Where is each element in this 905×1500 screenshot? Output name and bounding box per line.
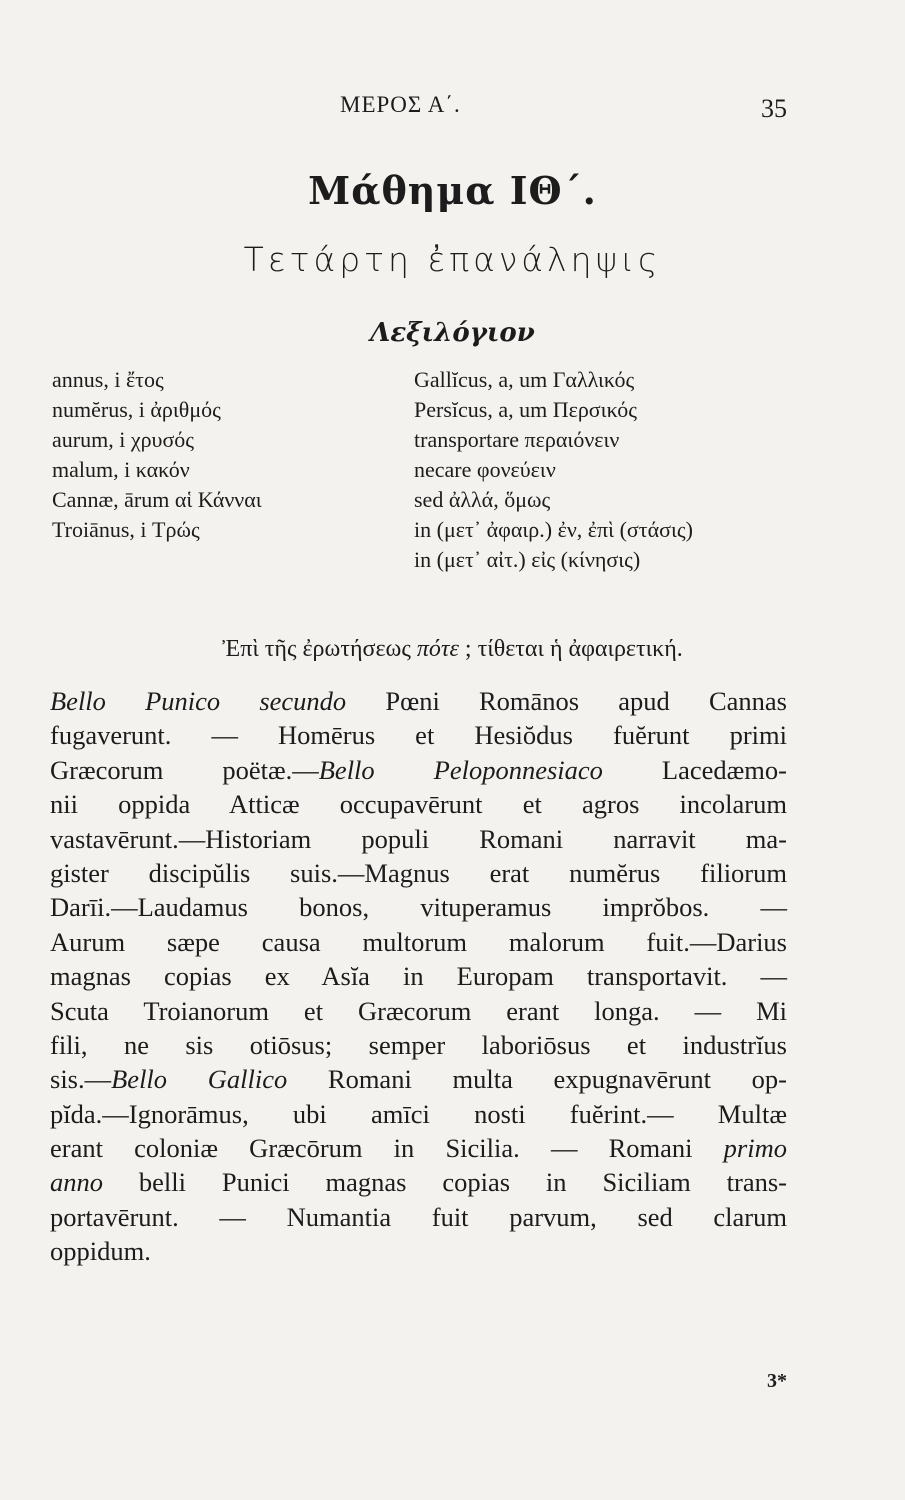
passage-text: Græcorum poëtæ.—	[50, 754, 319, 785]
passage-line	[50, 1131, 787, 1165]
passage-line	[50, 925, 787, 959]
lesson-title: Μάθημα ΙΘ΄.	[308, 168, 597, 213]
grammar-rule	[0, 636, 905, 663]
passage-text: belli Punici magnas copias in Siciliam trans-	[103, 1167, 787, 1198]
grammar-rule-text: ; τίθεται ἡ ἀφαιρετική.	[458, 636, 683, 662]
signature-mark: 3*	[767, 1370, 787, 1392]
vocab-entry: necare φονεύειν	[414, 457, 556, 482]
vocab-entry: numĕrus, i ἀριθμός	[52, 397, 221, 422]
passage-italic-phrase: primo	[723, 1133, 787, 1164]
passage-line	[50, 1097, 787, 1131]
passage-text: sis.—	[50, 1064, 112, 1095]
grammar-rule-keyword: πότε	[416, 636, 459, 662]
passage-text: portavērunt. — Numantia fuit parvum, sed clarum	[50, 1201, 787, 1232]
vocab-entry: in (μετ᾽ ἀφαιρ.) ἐν, ἐπὶ (στάσις)	[414, 517, 693, 542]
passage-text: fili, ne sis otiōsus; semper laboriōsus et industrĭus	[50, 1029, 787, 1060]
passage-line	[50, 1165, 787, 1199]
passage-line	[50, 856, 787, 890]
passage-text: pĭda.—Ignorāmus, ubi amīci nosti fuĕrint.— Multæ	[50, 1098, 787, 1129]
passage-text: magnas copias ex Asĭa in Europam transportavit. —	[50, 961, 787, 992]
passage-text: gister discipŭlis suis.—Magnus erat numĕrus filiorum	[50, 857, 787, 888]
passage-text: Romani multa expugnavērunt op-	[287, 1064, 787, 1095]
passage-line	[50, 994, 787, 1028]
passage-line	[50, 822, 787, 856]
passage-line	[50, 787, 787, 821]
passage-line	[50, 753, 787, 787]
vocab-entry: sed ἀλλά, ὅμως	[414, 487, 551, 512]
passage-line	[50, 959, 787, 993]
running-title: ΜΕΡΟΣ Α΄.	[340, 92, 461, 117]
vocab-entry: Troiānus, i Τρώς	[52, 517, 200, 542]
vocab-entry: Persĭcus, a, um Περσικός	[414, 397, 637, 422]
vocab-entry: malum, i κακόν	[52, 457, 190, 482]
vocab-entry: Gallĭcus, a, um Γαλλικός	[414, 367, 635, 392]
vocabulary-left-column	[52, 365, 382, 545]
running-head	[0, 92, 905, 132]
lexicon-heading: Λεξιλόγιον	[370, 318, 535, 348]
passage-text: Darīi.—Laudamus bonos, vituperamus imprŏbos. —	[50, 892, 787, 923]
lesson-subtitle: Τετάρτη ἐπανάληψις	[243, 240, 662, 279]
vocab-entry: annus, i ἔτος	[52, 367, 164, 392]
vocab-entry: aurum, i χρυσός	[52, 427, 195, 452]
passage-text: fugaverunt. — Homērus et Hesiŏdus fuĕrunt primi	[50, 720, 787, 751]
passage-text: erant coloniæ Græcōrum in Sicilia. — Romani	[50, 1133, 724, 1164]
passage-italic-phrase: anno	[50, 1167, 103, 1198]
passage-line	[50, 718, 787, 752]
passage-text: nii oppida Atticæ occupavērunt et agros incolarum	[50, 789, 787, 820]
passage-line	[50, 1200, 787, 1234]
passage-italic-phrase: Bello Gallico	[111, 1064, 288, 1095]
passage-line	[50, 1062, 787, 1096]
passage-text: Aurum sæpe causa multorum malorum fuit.—Darius	[50, 926, 787, 957]
passage-line	[50, 684, 787, 718]
passage-italic-phrase: Bello Punico secundo	[50, 686, 347, 716]
vocab-entry: transportare περαιόνειν	[414, 427, 620, 452]
passage-line	[50, 890, 787, 924]
passage-line	[50, 1028, 787, 1062]
vocab-entry: Cannæ, ārum αἱ Κάνναι	[52, 487, 262, 512]
page-number: 35	[761, 94, 787, 123]
passage-text: vastavērunt.—Historiam populi Romani narravit ma-	[50, 823, 787, 854]
passage-italic-phrase: Bello Peloponnesiaco	[318, 754, 603, 785]
exercise-passage	[50, 684, 787, 1269]
passage-text: Scuta Troianorum et Græcorum erant longa. — Mi	[50, 995, 787, 1026]
passage-text: oppidum.	[50, 1236, 151, 1267]
passage-text: Lacedæmo-	[602, 754, 787, 785]
passage-line	[50, 1234, 787, 1268]
grammar-rule-text: Ἐπὶ τῆς ἐρωτήσεως	[222, 636, 417, 662]
vocab-entry: in (μετ᾽ αἰτ.) εἰς (κίνησις)	[414, 547, 641, 572]
passage-text: Pœni Romānos apud Cannas	[346, 686, 787, 716]
vocabulary-right-column	[414, 365, 824, 575]
